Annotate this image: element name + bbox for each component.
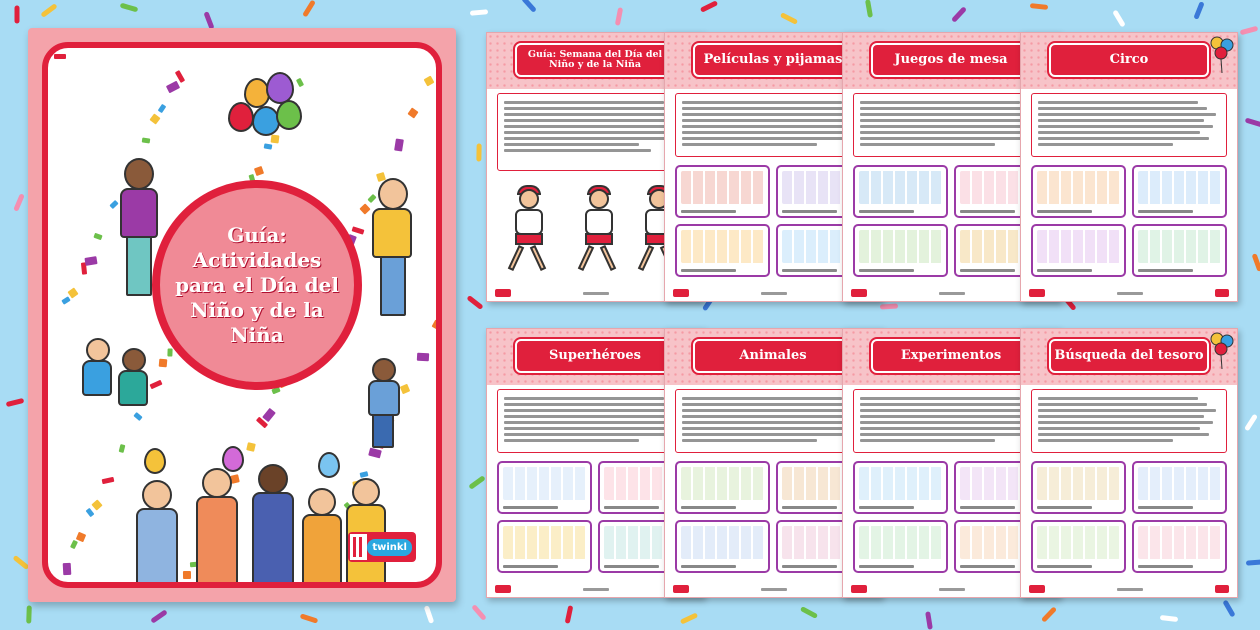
cover-page <box>28 28 456 602</box>
text-line <box>860 107 1029 110</box>
page-title: Guía: Semana del Día del Niño y de la Niña <box>527 48 663 70</box>
confetti-piece <box>91 499 102 510</box>
confetti-piece <box>296 78 304 87</box>
sprinkle <box>680 612 698 624</box>
balloon-illustration <box>318 452 340 478</box>
text-line <box>1038 439 1173 442</box>
text-line <box>1038 421 1213 424</box>
twinkl-footer-logo-icon <box>1029 289 1045 297</box>
activity-thumbnail <box>497 520 592 573</box>
sprinkle <box>26 605 32 623</box>
sprinkle <box>1041 606 1057 622</box>
text-line <box>504 415 670 418</box>
activity-thumbnail <box>1031 520 1126 573</box>
sprinkle <box>12 555 29 570</box>
activity-thumbnail <box>853 520 948 573</box>
cover-title: Guía: Actividades para el Día del Niño y de la Niña <box>175 222 339 347</box>
confetti-piece <box>167 348 172 356</box>
page-title-pill <box>515 339 675 373</box>
confetti-piece <box>158 104 167 113</box>
text-line <box>682 119 848 122</box>
sprinkle <box>700 0 718 12</box>
confetti-piece <box>360 471 369 478</box>
activity-thumbnail <box>675 461 770 514</box>
sprinkle <box>880 304 898 310</box>
text-line <box>682 421 857 424</box>
confetti-piece <box>76 532 86 542</box>
text-line <box>860 403 1029 406</box>
twinkl-footer-logo-icon <box>673 585 689 593</box>
brand-logo-box <box>348 532 416 562</box>
text-line <box>1038 427 1200 430</box>
balloon-illustration <box>144 448 166 474</box>
text-line <box>1038 113 1216 116</box>
runner-figure <box>579 189 619 273</box>
footer-page-number <box>1117 588 1143 591</box>
activity-thumbnail <box>1132 165 1227 218</box>
confetti-piece <box>67 287 78 298</box>
text-line <box>860 137 1031 140</box>
text-line <box>682 397 842 400</box>
text-line <box>682 143 817 146</box>
sprinkle <box>1245 117 1260 127</box>
confetti-piece <box>159 359 168 368</box>
text-line <box>682 427 844 430</box>
balloon-illustration <box>276 100 302 130</box>
text-line <box>860 143 995 146</box>
balloon-decoration-icon <box>1209 331 1235 371</box>
qr-code-icon <box>350 534 367 560</box>
sprinkle <box>466 295 483 310</box>
page-preview <box>1020 32 1238 302</box>
activity-thumbnails <box>1031 165 1227 277</box>
activity-thumbnail <box>497 461 592 514</box>
text-line <box>860 433 1031 436</box>
text-line <box>504 409 682 412</box>
child-illustration <box>244 464 304 588</box>
sprinkle <box>780 12 798 25</box>
runner-figure <box>509 189 549 273</box>
activity-thumbnail <box>1132 224 1227 277</box>
confetti-piece <box>246 442 256 452</box>
balloon-illustration <box>222 446 244 472</box>
sprinkle <box>120 3 139 13</box>
text-line <box>860 415 1026 418</box>
page-footer <box>1021 285 1237 301</box>
confetti-piece <box>63 563 72 575</box>
twinkl-footer-logo-icon <box>851 289 867 297</box>
text-line <box>504 433 675 436</box>
footer-page-number <box>1117 292 1143 295</box>
page-title-pill <box>871 43 1031 77</box>
text-line <box>1038 409 1216 412</box>
text-line <box>682 433 853 436</box>
child-illustration <box>188 468 248 588</box>
sprinkle <box>300 613 319 623</box>
confetti-piece <box>166 81 180 94</box>
sprinkle <box>1193 1 1204 20</box>
text-line <box>1038 119 1204 122</box>
balloon-illustration <box>228 102 254 132</box>
confetti-piece <box>407 107 418 118</box>
sprinkle <box>565 605 574 624</box>
text-line <box>504 427 666 430</box>
sprinkle <box>424 605 435 624</box>
sprinkle <box>302 0 316 17</box>
sprinkle <box>925 611 933 630</box>
confetti-piece <box>394 138 404 151</box>
sprinkle <box>150 609 168 623</box>
text-line <box>682 409 860 412</box>
page-title-pill <box>871 339 1031 373</box>
text-line <box>682 107 851 110</box>
text-line <box>1038 403 1207 406</box>
footer-page-number <box>939 292 965 295</box>
sprinkle <box>1112 9 1126 27</box>
page-description-box <box>1031 389 1227 453</box>
sprinkle <box>1222 599 1235 617</box>
text-line <box>504 397 664 400</box>
page-title: Animales <box>739 347 807 363</box>
text-line <box>504 143 639 146</box>
sprinkle <box>800 606 818 619</box>
text-line <box>860 113 1038 116</box>
activity-thumbnails <box>1031 461 1227 573</box>
page-title: Juegos de mesa <box>894 51 1008 67</box>
sprinkle <box>6 398 25 407</box>
running-children-illustration <box>499 183 691 283</box>
footer-page-number <box>939 588 965 591</box>
sprinkle <box>468 475 486 490</box>
confetti-piece <box>84 256 97 266</box>
confetti-piece <box>417 353 429 362</box>
confetti-piece <box>61 296 70 304</box>
activity-thumbnail <box>1031 165 1126 218</box>
page-preview <box>1020 328 1238 598</box>
text-line <box>504 137 675 140</box>
activity-thumbnail <box>853 224 948 277</box>
sprinkle <box>615 7 623 26</box>
text-line <box>860 427 1022 430</box>
confetti-piece <box>86 508 95 517</box>
sprinkle <box>1160 615 1178 622</box>
confetti-piece <box>432 320 442 331</box>
page-title-pill <box>1049 339 1209 373</box>
text-line <box>504 125 679 128</box>
text-line <box>682 131 844 134</box>
text-line <box>1038 143 1173 146</box>
text-line <box>860 409 1038 412</box>
text-line <box>1038 433 1209 436</box>
page-title: Experimentos <box>900 347 1002 363</box>
text-line <box>860 101 1020 104</box>
activity-thumbnail <box>675 520 770 573</box>
activity-thumbnail <box>1031 461 1126 514</box>
page-title-pill <box>515 43 675 77</box>
text-line <box>1038 125 1213 128</box>
sprinkle <box>203 11 214 30</box>
sprinkle <box>1252 253 1260 272</box>
text-line <box>504 107 673 110</box>
twinkl-footer-logo-icon <box>673 289 689 297</box>
page-title-pill <box>693 339 853 373</box>
confetti-piece <box>262 408 276 422</box>
activity-thumbnail <box>1031 224 1126 277</box>
activity-thumbnail <box>853 165 948 218</box>
sprinkle <box>1240 26 1259 35</box>
page-title: Búsqueda del tesoro <box>1054 347 1204 363</box>
footer-page-number <box>583 292 609 295</box>
page-title: Películas y pijamas <box>703 51 843 67</box>
twinkl-logo: twinkl <box>367 539 412 556</box>
page-title: Superhéroes <box>549 347 641 363</box>
text-line <box>1038 101 1198 104</box>
balloon-decoration-icon <box>1209 35 1235 75</box>
text-line <box>504 403 673 406</box>
sprinkle <box>865 0 873 18</box>
confetti-piece <box>54 54 66 59</box>
sprinkle <box>476 143 481 161</box>
text-line <box>860 119 1026 122</box>
sprinkle <box>951 6 967 23</box>
cover-title-circle <box>152 180 362 390</box>
page-title-pill <box>1049 43 1209 77</box>
text-line <box>682 125 857 128</box>
footer-brand-icon <box>1215 289 1229 297</box>
child-illustration <box>368 178 418 328</box>
text-line <box>860 125 1035 128</box>
confetti-piece <box>254 166 264 176</box>
cover-frame <box>42 42 442 588</box>
activity-thumbnail <box>853 461 948 514</box>
page-footer <box>1021 581 1237 597</box>
text-line <box>1038 107 1207 110</box>
confetti-piece <box>271 135 280 144</box>
confetti-piece <box>102 477 115 484</box>
activity-thumbnail <box>675 165 770 218</box>
text-line <box>1038 397 1198 400</box>
activity-thumbnail <box>1132 520 1227 573</box>
text-line <box>860 131 1022 134</box>
text-line <box>504 149 651 152</box>
confetti-piece <box>70 540 78 549</box>
text-line <box>682 403 851 406</box>
child-illustration <box>78 338 158 448</box>
confetti-piece <box>424 76 435 87</box>
page-title-pill <box>693 43 853 77</box>
sprinkle <box>1244 414 1258 432</box>
sprinkle <box>40 3 57 18</box>
text-line <box>1038 415 1204 418</box>
text-line <box>682 113 860 116</box>
sprinkle <box>1246 559 1260 565</box>
activity-thumbnail <box>1132 461 1227 514</box>
text-line <box>504 421 679 424</box>
footer-page-number <box>761 588 787 591</box>
text-line <box>682 415 848 418</box>
text-line <box>504 131 666 134</box>
confetti-piece <box>142 137 151 143</box>
page-description-box <box>1031 93 1227 157</box>
twinkl-footer-logo-icon <box>851 585 867 593</box>
sprinkle <box>470 9 488 16</box>
sprinkle <box>521 0 537 13</box>
child-illustration <box>348 358 418 458</box>
confetti-piece <box>93 233 102 240</box>
twinkl-footer-logo-icon <box>495 585 511 593</box>
confetti-piece <box>264 143 273 149</box>
text-line <box>504 119 670 122</box>
text-line <box>504 439 639 442</box>
sprinkle <box>1030 3 1048 10</box>
text-line <box>682 439 817 442</box>
footer-brand-icon <box>1215 585 1229 593</box>
child-illustration <box>298 488 348 588</box>
footer-page-number <box>583 588 609 591</box>
text-line <box>860 439 995 442</box>
sprinkle <box>15 6 20 24</box>
text-line <box>682 101 842 104</box>
sprinkle <box>471 604 487 621</box>
text-line <box>682 137 853 140</box>
text-line <box>504 101 664 104</box>
text-line <box>1038 131 1200 134</box>
text-line <box>1038 137 1209 140</box>
footer-page-number <box>761 292 787 295</box>
page-title: Circo <box>1109 51 1149 67</box>
text-line <box>504 113 682 116</box>
child-illustration <box>128 480 188 588</box>
twinkl-footer-logo-icon <box>1029 585 1045 593</box>
confetti-piece <box>149 113 160 124</box>
text-line <box>860 421 1035 424</box>
twinkl-footer-logo-icon <box>495 289 511 297</box>
text-line <box>860 397 1020 400</box>
activity-thumbnail <box>675 224 770 277</box>
sprinkle <box>13 193 25 212</box>
